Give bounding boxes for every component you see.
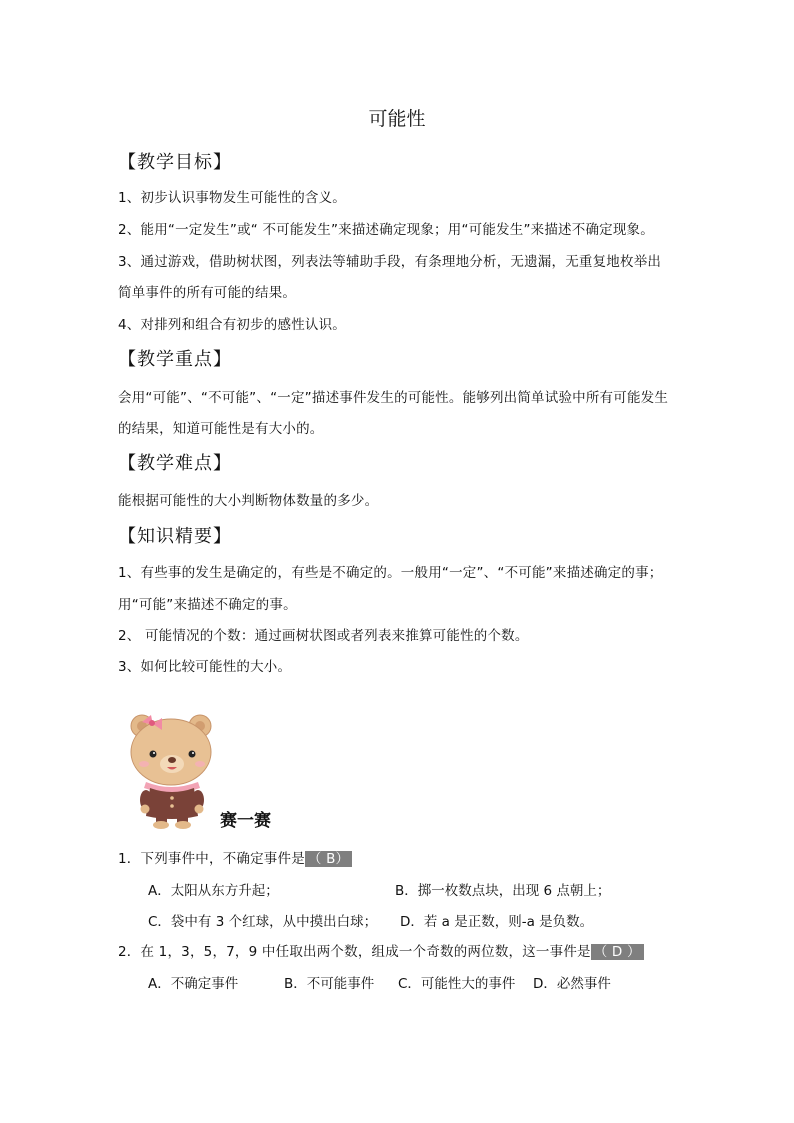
question-1 (118, 847, 352, 867)
difficulties-heading: 【教学难点】 (118, 453, 232, 474)
bear-mascot-icon (120, 712, 220, 830)
knowledge-line: 2、 可能情况的个数：通过画树状图或者列表来推算可能性的个数。 (118, 628, 529, 644)
objectives-heading: 【教学目标】 (118, 152, 232, 173)
objective-item: 1、初步认识事物发生可能性的含义。 (118, 190, 346, 206)
option-d: D．必然事件 (533, 976, 611, 992)
objective-item: 4、对排列和组合有初步的感性认识。 (118, 317, 346, 333)
option-b: B．掷一枚数点块，出现 6 点朝上； (395, 883, 611, 899)
knowledge-line: 3、如何比较可能性的大小。 (118, 659, 292, 675)
option-d: D．若 a 是正数，则-a 是负数。 (400, 914, 594, 930)
bear-illustration (120, 712, 220, 830)
question-stem: 1．下列事件中，不确定事件是 (118, 851, 305, 867)
difficulties-line: 能根据可能性的大小判断物体数量的多少。 (118, 493, 379, 509)
option-b: B．不可能事件 (284, 976, 375, 992)
option-a: A．不确定事件 (148, 976, 239, 992)
question-stem: 2．在 1，3，5，7，9 中任取出两个数，组成一个奇数的两位数，这一事件是 (118, 944, 591, 960)
knowledge-line: 用“可能”来描述不确定的事。 (118, 597, 297, 613)
answer-box: （ B） (305, 851, 352, 867)
objective-item: 简单事件的所有可能的结果。 (118, 285, 297, 301)
answer-box: （ D ） (591, 944, 644, 960)
option-c: C．可能性大的事件 (398, 976, 516, 992)
objective-item: 2、能用“一定发生”或“ 不可能发生”来描述确定现象；用“可能发生”来描述不确定现象。 (118, 222, 654, 238)
knowledge-heading: 【知识精要】 (118, 526, 232, 547)
option-c: C．袋中有 3 个红球，从中摸出白球； (148, 914, 378, 930)
section-label: 赛一赛 (220, 811, 271, 831)
key-points-line: 的结果，知道可能性是有大小的。 (118, 421, 324, 437)
objective-item: 3、通过游戏，借助树状图，列表法等辅助手段，有条理地分析，无遗漏，无重复地枚举出 (118, 254, 662, 270)
key-points-line: 会用“可能”、“不可能”、“一定”描述事件发生的可能性。能够列出简单试验中所有可能发生 (118, 390, 669, 406)
option-a: A．太阳从东方升起； (148, 883, 279, 899)
question-2 (118, 940, 644, 960)
page-title: 可能性 (368, 108, 426, 130)
knowledge-line: 1、有些事的发生是确定的，有些是不确定的。一般用“一定”、“不可能”来描述确定的事； (118, 565, 663, 581)
key-points-heading: 【教学重点】 (118, 349, 232, 370)
